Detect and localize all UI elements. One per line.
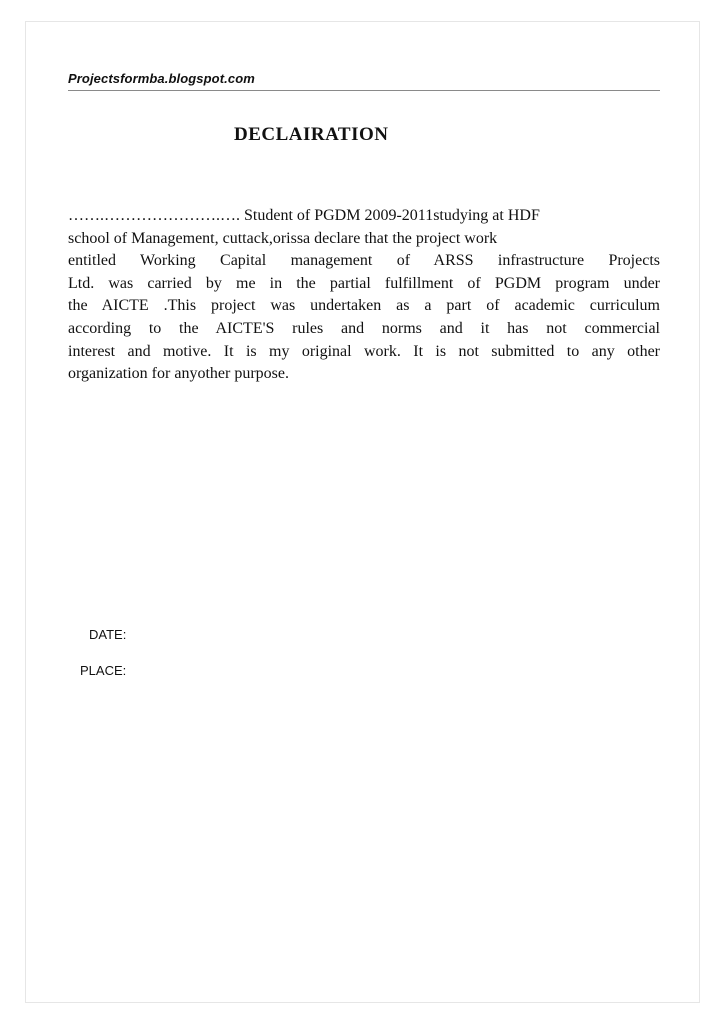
page-title: DECLAIRATION xyxy=(234,124,389,145)
paragraph-line: organization for anyother purpose. xyxy=(68,365,289,383)
paragraph-line: according to the AICTE'S rules and norms and it has not commercial xyxy=(68,319,660,337)
paragraph-line: school of Management, cuttack,orissa declare that the project work xyxy=(68,229,498,247)
paragraph-line: entitled Working Capital management of ARSS infrastructure Projects xyxy=(68,252,660,270)
paragraph-line: …….………………….…. Student of PGDM 2009-2011studying at HDF xyxy=(68,207,540,224)
paragraph-line: interest and motive. It is my original work. It is not submitted to any other xyxy=(68,342,660,360)
page-header xyxy=(68,70,660,91)
page-border xyxy=(25,21,700,1003)
declaration-paragraph xyxy=(68,205,660,386)
date-label: DATE: xyxy=(89,627,127,642)
place-label: PLACE: xyxy=(80,663,127,678)
paragraph-line: Ltd. was carried by me in the partial fulfillment of PGDM program under xyxy=(68,274,660,292)
header-site-text: Projectsformba.blogspot.com xyxy=(68,71,255,86)
paragraph-line: the AICTE .This project was undertaken as a part of academic curriculum xyxy=(68,297,660,315)
